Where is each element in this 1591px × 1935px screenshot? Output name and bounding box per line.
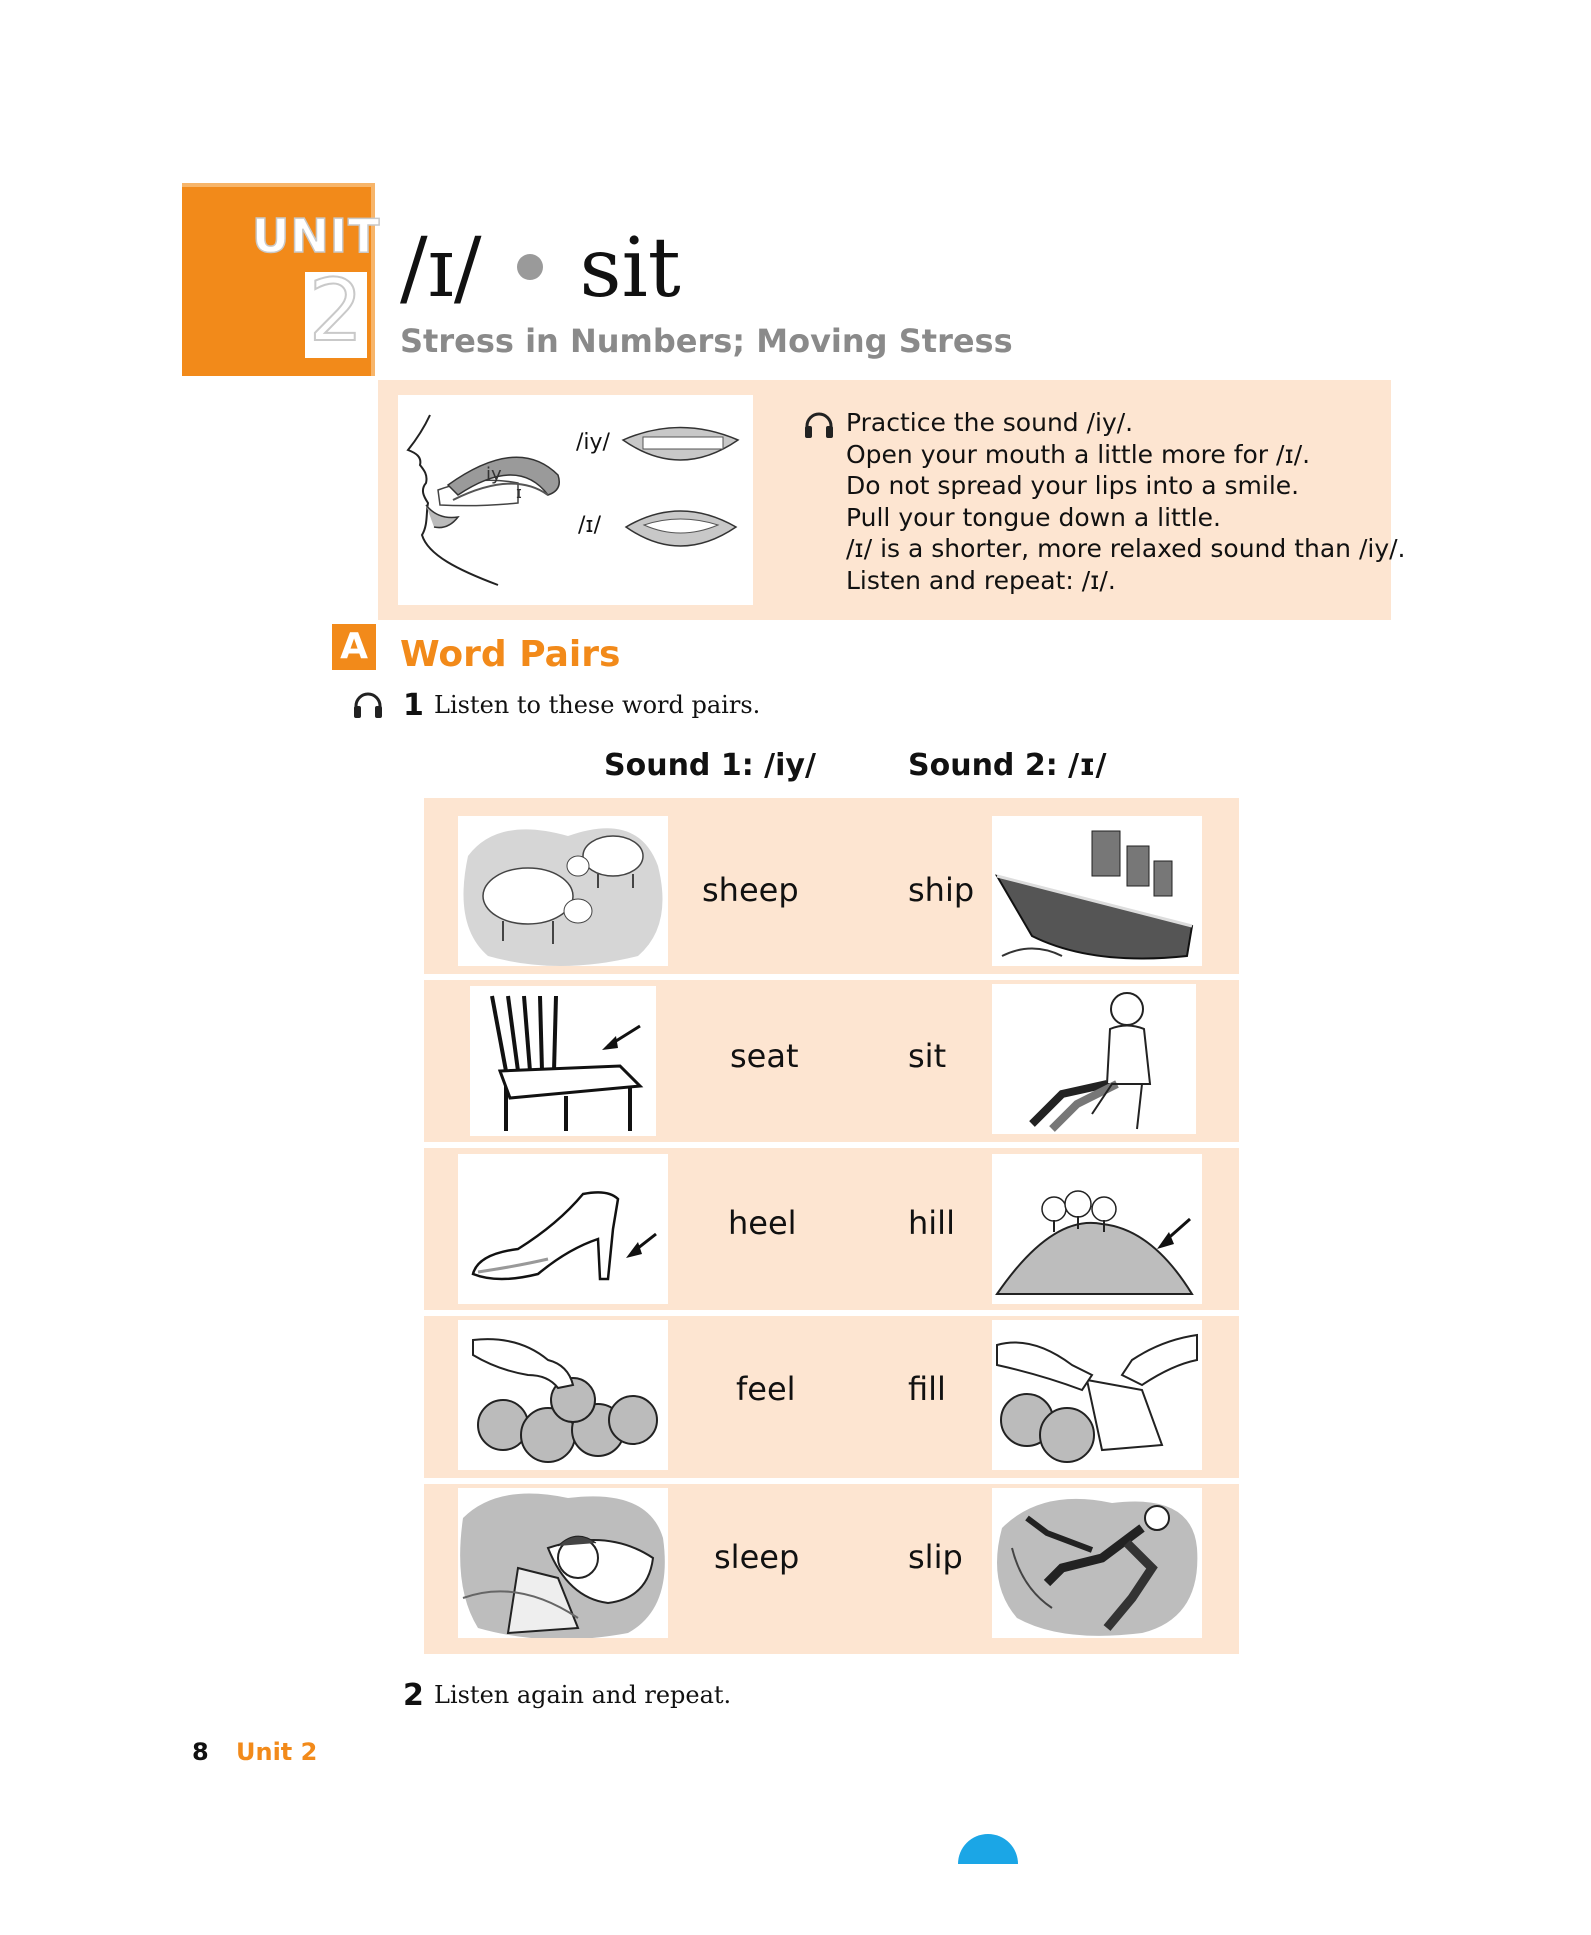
- word-sound1: sleep: [714, 1538, 800, 1576]
- section-title: Word Pairs: [400, 634, 621, 675]
- table-row: [424, 980, 1239, 1143]
- mouth-diagram: [398, 395, 753, 605]
- page-number: 8: [192, 1738, 209, 1766]
- word-pair-table: [424, 798, 1239, 1654]
- lips-i-icon: [626, 511, 736, 546]
- word-sound2: slip: [908, 1538, 963, 1576]
- word-sound2: fill: [908, 1370, 946, 1408]
- high-heel-picture: [458, 1154, 668, 1304]
- column-header-sound1: Sound 1: /iy/: [604, 748, 816, 783]
- instruction-line: /ɪ/ is a shorter, more relaxed sound than /iy/.: [846, 534, 1406, 563]
- headphones-icon[interactable]: [352, 690, 384, 724]
- sheep-picture: [458, 816, 668, 966]
- table-row: [424, 1148, 1239, 1311]
- word-sound2: hill: [908, 1204, 955, 1242]
- word-sound1: feel: [736, 1370, 796, 1408]
- page-subtitle: Stress in Numbers; Moving Stress: [400, 322, 1013, 360]
- word-sound1: sheep: [702, 871, 799, 909]
- word-sound1: seat: [730, 1037, 799, 1075]
- instruction-list: [846, 407, 1406, 596]
- headphones-icon[interactable]: [803, 410, 835, 444]
- table-row: [424, 1316, 1239, 1479]
- lips-label-iy: /iy/: [576, 430, 610, 455]
- title-symbol: /ɪ/: [400, 221, 482, 316]
- lips-label-i: /ɪ/: [578, 513, 601, 538]
- instruction-line: Pull your tongue down a little.: [846, 502, 1221, 532]
- step-number: 2: [403, 1678, 424, 1713]
- lips-iy-icon: [623, 428, 738, 461]
- step-instruction: Listen to these word pairs.: [434, 691, 761, 719]
- instruction-line: Listen and repeat: /ɪ/.: [846, 565, 1116, 595]
- hill-picture: [992, 1154, 1202, 1304]
- column-header-sound2: Sound 2: /ɪ/: [908, 748, 1107, 783]
- slipping-man-picture: [992, 1488, 1202, 1638]
- section-badge: A: [332, 624, 376, 670]
- page-title: [400, 221, 681, 316]
- tongue-label-i: ɪ: [516, 483, 522, 502]
- step-number: 1: [403, 688, 424, 723]
- sleeping-man-picture: [458, 1488, 668, 1638]
- instruction-line: Practice the sound /iy/.: [846, 408, 1134, 437]
- title-keyword: sit: [579, 221, 681, 316]
- word-sound2: ship: [908, 871, 975, 909]
- sitting-man-picture: [992, 984, 1196, 1134]
- ship-picture: [992, 816, 1202, 966]
- fill-bag-picture: [992, 1320, 1202, 1470]
- step-instruction: Listen again and repeat.: [434, 1681, 732, 1709]
- footer-unit-label: Unit 2: [236, 1738, 318, 1766]
- table-row: [424, 798, 1239, 961]
- word-sound2: sit: [908, 1037, 947, 1075]
- tongue-label-iy: iy: [486, 464, 502, 485]
- mouth-diagram-panel: [398, 395, 753, 605]
- word-sound1: heel: [728, 1204, 797, 1242]
- chair-seat-picture: [470, 986, 656, 1136]
- unit-number: 2: [308, 261, 364, 361]
- page-marker-icon: [958, 1834, 1018, 1864]
- unit-label: UNIT: [252, 209, 381, 263]
- instruction-line: Do not spread your lips into a smile.: [846, 471, 1300, 500]
- instruction-line: Open your mouth a little more for /ɪ/.: [846, 439, 1311, 469]
- table-row: [424, 1484, 1239, 1647]
- bullet-dot-icon: [517, 254, 543, 280]
- feel-fruit-picture: [458, 1320, 668, 1470]
